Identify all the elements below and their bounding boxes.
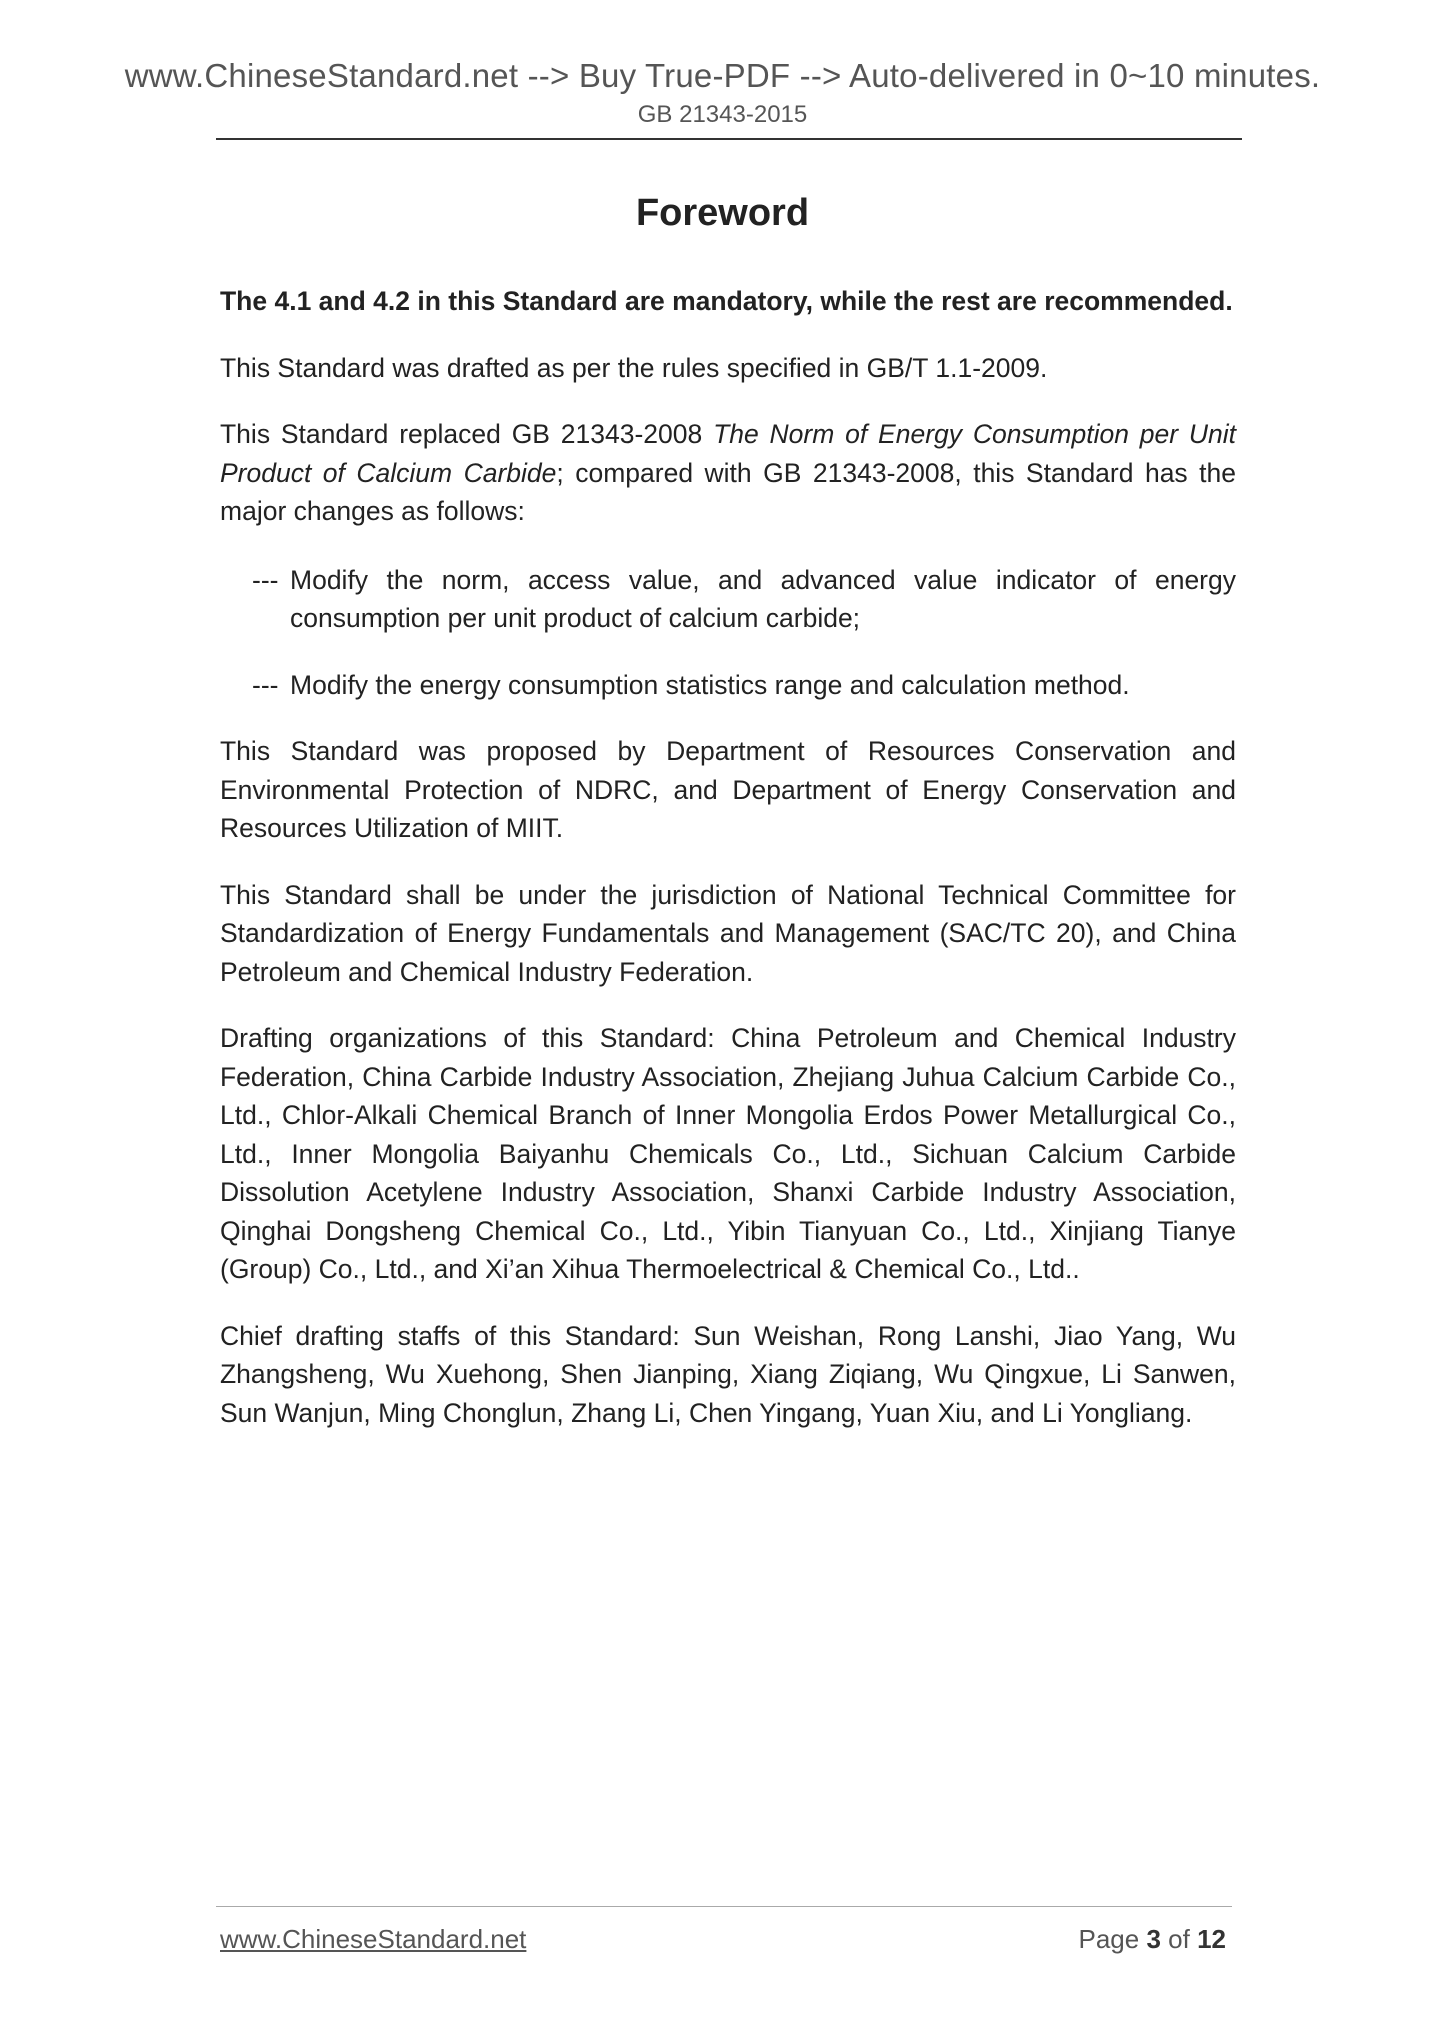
change-item-text: Modify the energy consumption statistics range and calculation method. xyxy=(290,669,1130,700)
page-title: Foreword xyxy=(635,192,810,234)
header-banner: www.ChineseStandard.net --> Buy True-PDF --> Auto-delivered in 0~10 minutes. xyxy=(124,57,1321,94)
replacement-prefix: This Standard replaced GB 21343-2008 xyxy=(220,419,714,449)
header-divider xyxy=(216,138,1242,140)
page-number xyxy=(1078,1922,1226,1956)
replacement-suffix: ; compared with GB 21343-2008, this Standard has the major changes as follows: xyxy=(220,457,1236,526)
drafting-staff-paragraph: Chief drafting staffs of this Standard: Sun Weishan, Rong Lanshi, Jiao Yang, Wu Zhangsheng, Wu Xuehong, Shen Jianping, Xiang Ziqiang, Wu Qingxue, Li Sanwen, Sun Wanjun, Ming Chonglun, Zhang Li, Chen Yingang, Yuan Xiu, and Li Yongliang. xyxy=(220,1320,1236,1428)
list-dash: --- xyxy=(252,564,279,595)
page-label: Page xyxy=(1078,1924,1140,1954)
replaced-standard-title: The Norm of Energy Consumption per Unit Product of Calcium Carbide xyxy=(220,419,1236,488)
change-item xyxy=(220,666,1236,705)
current-page: 3 xyxy=(1146,1924,1161,1954)
change-item-text: Modify the norm, access value, and advanced value indicator of energy consumption per unit product of calcium carbide; xyxy=(290,564,1236,633)
total-pages: 12 xyxy=(1197,1924,1226,1954)
jurisdiction-paragraph: This Standard shall be under the jurisdiction of National Technical Committee for Standardization of Energy Fundamentals and Management (SAC/TC 20), and China Petroleum and Chemical Industry Federation. xyxy=(220,879,1236,987)
page-of-label: of xyxy=(1168,1924,1190,1954)
footer-divider xyxy=(216,1906,1232,1907)
drafting-rules-paragraph: This Standard was drafted as per the rules specified in GB/T 1.1-2009. xyxy=(220,352,1048,383)
proposer-paragraph: This Standard was proposed by Department of Resources Conservation and Environmental Protection of NDRC, and Department of Energy Conservation and Resources Utilization of MIIT. xyxy=(220,736,1236,843)
mandatory-statement: The 4.1 and 4.2 in this Standard are mandatory, while the rest are recommended. xyxy=(220,286,1233,316)
footer-website-link[interactable]: www.ChineseStandard.net xyxy=(220,1924,527,1954)
document-body xyxy=(220,282,1236,1460)
change-item xyxy=(220,561,1236,638)
replacement-paragraph xyxy=(220,415,1236,531)
header-standard-code: GB 21343-2015 xyxy=(637,101,808,128)
drafting-organizations-paragraph: Drafting organizations of this Standard: China Petroleum and Chemical Industry Federation, China Carbide Industry Association, Zhejiang Juhua Calcium Carbide Co., Ltd., Chlor-Alkali Chemical Branch of Inner Mongolia Erdos Power Metallurgical Co., Ltd., Inner Mongolia Baiyanhu Chemicals Co., Ltd., Sichuan Calcium Carbide Dissolution Acetylene Industry Association, Shanxi Carbide Industry Association, Qinghai Dongsheng Chemical Co., Ltd., Yibin Tianyuan Co., Ltd., Xinjiang Tianye (Group) Co., Ltd., and Xi’an Xihua Thermoelectrical & Chemical Co., Ltd.. xyxy=(220,1023,1236,1284)
list-dash: --- xyxy=(252,669,279,700)
page-header xyxy=(0,56,1445,130)
